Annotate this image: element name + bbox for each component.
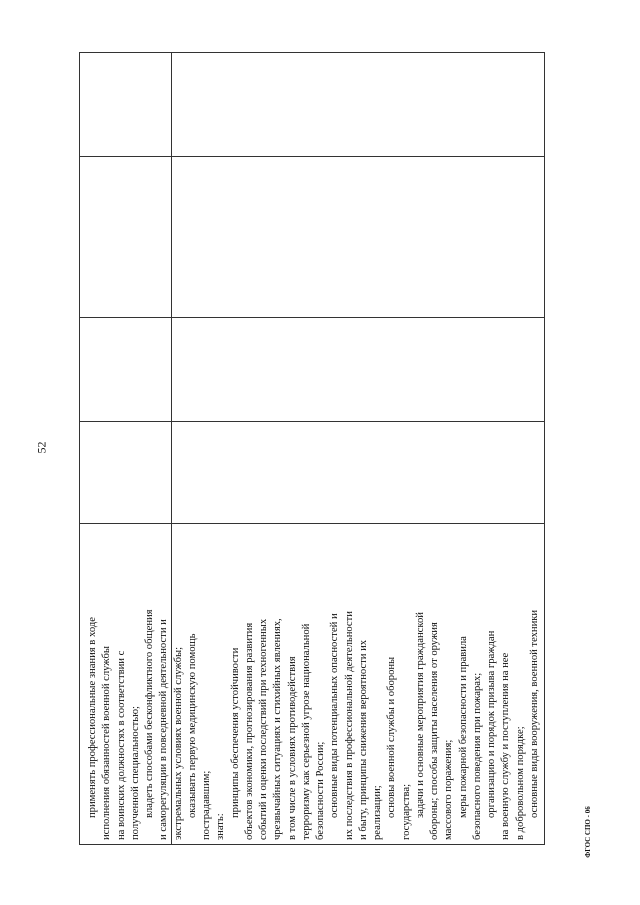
- text-line: пострадавшим;: [201, 770, 212, 840]
- table-divider-row-3: [80, 421, 544, 422]
- text-line: знать:: [215, 813, 227, 840]
- text-line: на воинских должностях в соответствии с: [115, 650, 127, 840]
- text-line: применять профессиональные знания в ходе: [87, 617, 98, 818]
- text-line: государства;: [400, 783, 412, 840]
- text-line: реализации;: [372, 785, 383, 840]
- rotated-text-block: [79, 522, 545, 846]
- text-line: на военную службу и поступления на нее: [500, 652, 512, 840]
- text-line: их последствия в профессиональной деятельности: [343, 611, 355, 840]
- text-line: основы военной службы и обороны: [386, 656, 398, 818]
- text-line: терроризму как серьезной угрозе национальной: [300, 623, 312, 840]
- text-line: чрезвычайных ситуациях и стихийных явлениях,: [272, 618, 284, 840]
- text-line: и саморегуляции в повседневной деятельности и: [158, 619, 170, 840]
- text-line: принципы обеспечения устойчивости: [229, 647, 241, 818]
- text-line: безопасного поведения при пожарах;: [471, 672, 483, 840]
- text-line: владеть способами бесконфликтного общения: [144, 609, 155, 818]
- requirements-text: [85, 528, 539, 840]
- table-divider-row-2: [80, 317, 544, 318]
- text-line: массового поражения;: [443, 739, 455, 840]
- text-line: основные виды потенциальных опасностей и: [329, 613, 341, 818]
- page-number: 52: [34, 441, 49, 454]
- text-line: задачи и основные мероприятия гражданской: [414, 612, 426, 818]
- text-line: в том числе в условиях противодействия: [286, 656, 298, 840]
- text-line: событий и оценки последствий при техногенных: [258, 618, 269, 840]
- table-divider-row-1: [80, 156, 544, 157]
- text-line: обороны; способы защиты населения от оружия: [429, 622, 440, 840]
- text-line: основные виды вооружения, военной техники: [528, 609, 540, 818]
- text-line: экстремальных условиях военной службы;: [172, 646, 184, 840]
- text-line: и быту, принципы снижения вероятности их: [357, 639, 369, 840]
- text-line: полученной специальностью;: [129, 706, 141, 840]
- text-line: в добровольном порядке;: [514, 726, 526, 840]
- text-line: оказывать первую медицинскую помощь: [186, 633, 198, 818]
- text-line: меры пожарной безопасности и правила: [457, 636, 469, 818]
- text-line: организацию и порядок призыва граждан: [486, 630, 497, 818]
- text-line: объектов экономики, прогнозирования развития: [243, 622, 255, 840]
- text-line: безопасности России;: [315, 741, 326, 840]
- requirements-cell: [79, 522, 545, 846]
- footer-code: ФГОС СПО - 06: [584, 806, 592, 858]
- text-line: исполнения обязанностей военной службы: [101, 646, 113, 840]
